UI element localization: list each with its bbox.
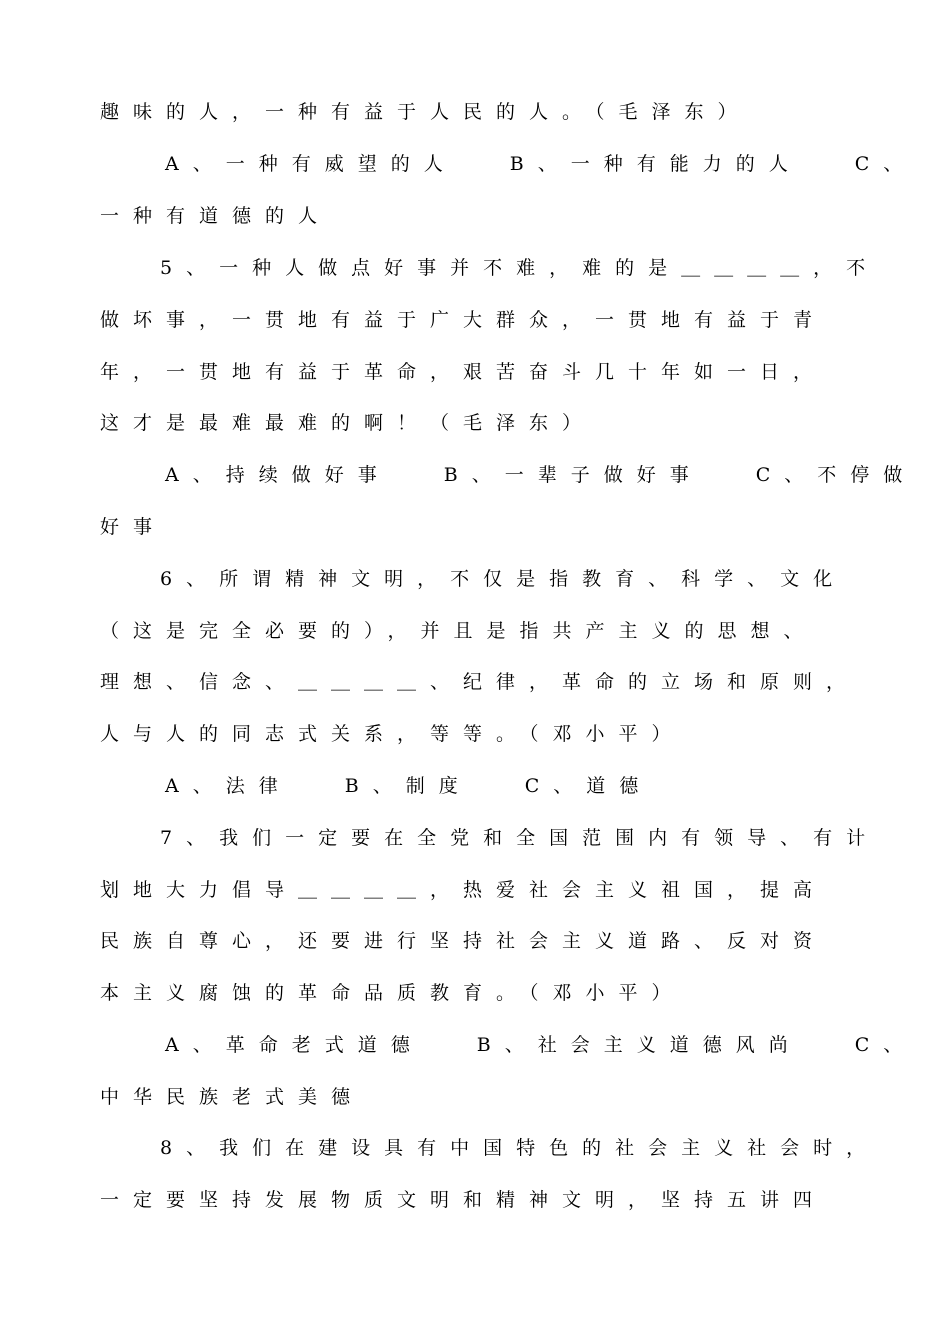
question-line: 8、我们在建设具有中国特色的社会主义社会时， [160, 1137, 880, 1159]
text-line: 理想、信念、＿＿＿＿、纪律，革命的立场和原则， [100, 671, 860, 693]
text-line: 好事 [100, 516, 167, 538]
question-line: 5、一种人做点好事并不难，难的是＿＿＿＿，不 [160, 257, 880, 279]
text-line: 一定要坚持发展物质文明和精神文明，坚持五讲四 [100, 1189, 827, 1211]
text-line: 民族自尊心，还要进行坚持社会主义道路、反对资 [100, 930, 827, 952]
text-line: 人与人的同志式关系，等等。（邓小平） [100, 723, 685, 745]
text-line: 本主义腐蚀的革命品质教育。（邓小平） [100, 982, 685, 1004]
option-line: A、法律 B、制度 C、道德 [165, 775, 653, 797]
text-line: （这是完全必要的），并且是指共产主义的思想、 [100, 620, 817, 642]
text-line: 这才是最难最难的啊！（毛泽东） [100, 412, 596, 434]
option-line: A、持续做好事 B、一辈子做好事 C、不停做 [165, 464, 917, 486]
text-line: 做坏事，一贯地有益于广大群众，一贯地有益于青 [100, 309, 827, 331]
text-line: 划地大力倡导＿＿＿＿，热爱社会主义祖国，提高 [100, 879, 827, 901]
option-line: A、革命老式道德 B、社会主义道德风尚 C、 [165, 1034, 917, 1056]
text-line: 趣味的人，一种有益于人民的人。（毛泽东） [100, 101, 751, 123]
option-line: A、一种有威望的人 B、一种有能力的人 C、 [165, 153, 917, 175]
text-line: 年，一贯地有益于革命，艰苦奋斗几十年如一日， [100, 361, 827, 383]
text-line: 一种有道德的人 [100, 205, 332, 227]
text-line: 中华民族老式美德 [100, 1086, 365, 1108]
question-line: 7、我们一定要在全党和全国范围内有领导、有计 [160, 827, 880, 849]
question-line: 6、所谓精神文明，不仅是指教育、科学、文化 [160, 568, 847, 590]
